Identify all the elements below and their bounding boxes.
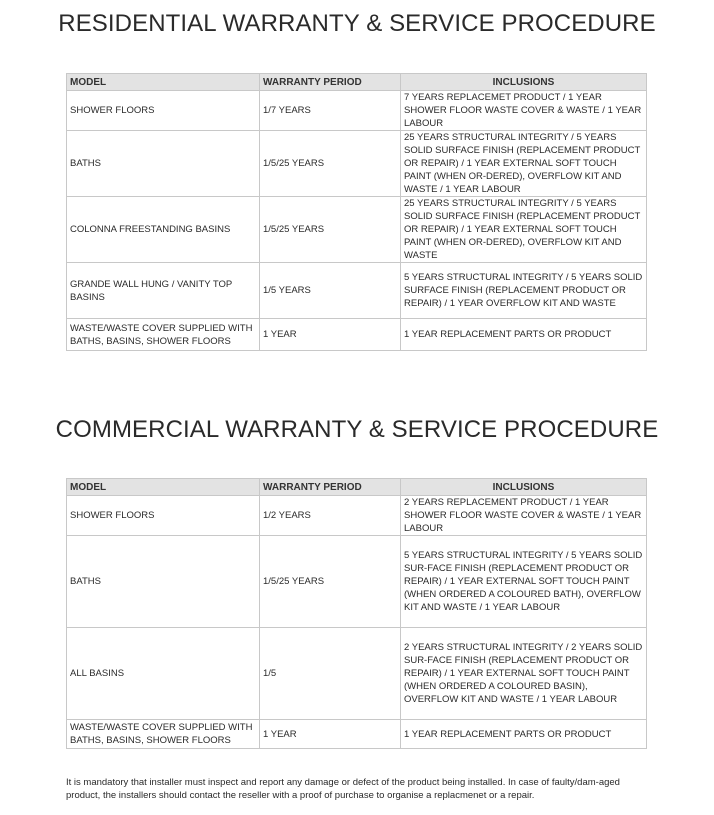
model-cell: GRANDE WALL HUNG / VANITY TOP BASINS xyxy=(67,263,260,319)
inclusions-cell: 5 YEARS STRUCTURAL INTEGRITY / 5 YEARS SOLID SURFACE FINISH (REPLACEMENT PRODUCT OR REPAIR) / 1 YEAR OVERFLOW KIT AND WASTE xyxy=(401,263,647,319)
model-cell: SHOWER FLOORS xyxy=(67,496,260,536)
model-cell: WASTE/WASTE COVER SUPPLIED WITH BATHS, BASINS, SHOWER FLOORS xyxy=(67,319,260,351)
column-header-model: MODEL xyxy=(67,479,260,496)
table-header-row xyxy=(67,479,647,496)
table-row xyxy=(67,720,647,749)
inclusions-cell: 2 YEARS STRUCTURAL INTEGRITY / 2 YEARS SOLID SUR-FACE FINISH (REPLACEMENT PRODUCT OR REPAIR) / 1 YEAR EXTERNAL SOFT TOUCH PAINT (WHEN ORDERED A COLOURED BASIN), OVERFLOW KIT AND WASTE / 1 YEAR LABOUR xyxy=(401,628,647,720)
table-row xyxy=(67,319,647,351)
column-header-inclusions: INCLUSIONS xyxy=(401,479,647,496)
inclusions-cell: 7 YEARS REPLACEMET PRODUCT / 1 YEAR SHOWER FLOOR WASTE COVER & WASTE / 1 YEAR LABOUR xyxy=(401,91,647,131)
installer-notice: It is mandatory that installer must inspect and report any damage or defect of the product being installed. In case of faulty/dam-aged product, the installers should contact the reseller with a proof of purchase to organise a replacmenet or a repair. xyxy=(66,777,620,801)
table-header-row xyxy=(67,74,647,91)
period-cell: 1 YEAR xyxy=(260,720,401,749)
period-cell: 1/5/25 YEARS xyxy=(260,131,401,197)
commercial-title: COMMERCIAL WARRANTY & SERVICE PROCEDURE xyxy=(55,416,659,443)
inclusions-cell: 5 YEARS STRUCTURAL INTEGRITY / 5 YEARS SOLID SUR-FACE FINISH (REPLACEMENT PRODUCT OR REPAIR) / 1 YEAR EXTERNAL SOFT TOUCH PAINT (WHEN ORDERED A COLOURED BATH), OVERFLOW KIT AND WASTE / 1 YEAR LABOUR xyxy=(401,536,647,628)
table-row xyxy=(67,628,647,720)
period-cell: 1/2 YEARS xyxy=(260,496,401,536)
column-header-inclusions: INCLUSIONS xyxy=(401,74,647,91)
column-header-warranty-period: WARRANTY PERIOD xyxy=(260,479,401,496)
period-cell: 1/5 YEARS xyxy=(260,263,401,319)
model-cell: SHOWER FLOORS xyxy=(67,91,260,131)
table-row xyxy=(67,496,647,536)
inclusions-cell: 1 YEAR REPLACEMENT PARTS OR PRODUCT xyxy=(401,720,647,749)
period-cell: 1/7 YEARS xyxy=(260,91,401,131)
period-cell: 1/5 xyxy=(260,628,401,720)
model-cell: BATHS xyxy=(67,131,260,197)
table-row xyxy=(67,263,647,319)
table-row xyxy=(67,536,647,628)
inclusions-cell: 2 YEARS REPLACEMENT PRODUCT / 1 YEAR SHOWER FLOOR WASTE COVER & WASTE / 1 YEAR LABOUR xyxy=(401,496,647,536)
model-cell: COLONNA FREESTANDING BASINS xyxy=(67,197,260,263)
inclusions-cell: 25 YEARS STRUCTURAL INTEGRITY / 5 YEARS SOLID SURFACE FINISH (REPLACEMENT PRODUCT OR REPAIR) / 1 YEAR EXTERNAL SOFT TOUCH PAINT (WHEN OR-DERED), OVERFLOW KIT AND WASTE xyxy=(401,197,647,263)
inclusions-cell: 25 YEARS STRUCTURAL INTEGRITY / 5 YEARS SOLID SURFACE FINISH (REPLACEMENT PRODUCT OR REPAIR) / 1 YEAR EXTERNAL SOFT TOUCH PAINT (WHEN OR-DERED), OVERFLOW KIT AND WASTE / 1 YEAR LABOUR xyxy=(401,131,647,197)
table-row xyxy=(67,131,647,197)
commercial-warranty-table xyxy=(66,478,647,749)
table-row xyxy=(67,197,647,263)
residential-warranty-table xyxy=(66,73,647,351)
model-cell: ALL BASINS xyxy=(67,628,260,720)
period-cell: 1 YEAR xyxy=(260,319,401,351)
model-cell: BATHS xyxy=(67,536,260,628)
model-cell: WASTE/WASTE COVER SUPPLIED WITH BATHS, BASINS, SHOWER FLOORS xyxy=(67,720,260,749)
column-header-model: MODEL xyxy=(67,74,260,91)
inclusions-cell: 1 YEAR REPLACEMENT PARTS OR PRODUCT xyxy=(401,319,647,351)
table-row xyxy=(67,91,647,131)
period-cell: 1/5/25 YEARS xyxy=(260,197,401,263)
residential-title: RESIDENTIAL WARRANTY & SERVICE PROCEDURE xyxy=(58,10,656,37)
column-header-warranty-period: WARRANTY PERIOD xyxy=(260,74,401,91)
period-cell: 1/5/25 YEARS xyxy=(260,536,401,628)
